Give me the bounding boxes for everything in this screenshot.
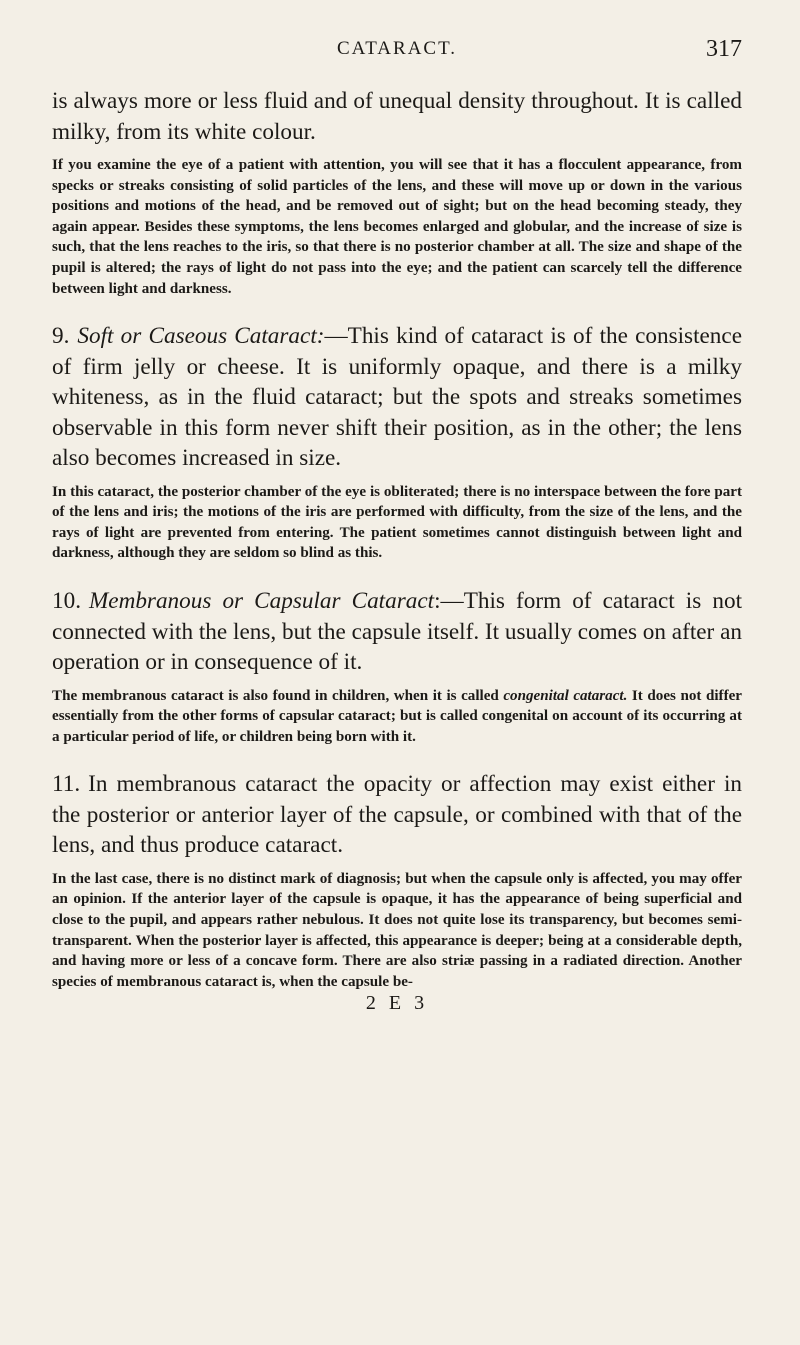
section-10-membranous-cataract bbox=[52, 586, 742, 678]
section-number: 10. bbox=[52, 588, 81, 615]
section-text: In membranous cataract the opacity or affection may exist either in the posterior or anterior layer of the capsule, or combined with that of the lens, and thus produce cataract. bbox=[52, 771, 742, 859]
paragraph-fluid-cataract-end: is always more or less fluid and of unequal density throughout. It is called milky, from its white colour. bbox=[52, 88, 742, 145]
running-title: CATARACT. bbox=[336, 38, 458, 59]
paragraph-diagnosis-note: In the last case, there is no distinct mark of diagnosis; but when the capsule only is affected, you may offer an opinion. If the anterior layer of the capsule is opaque, it has the appearance of being superficial and close to the pupil, and appears rather nebulous. It does not quite lose its transparency, but becomes semi-transparent. When the posterior layer is affected, this appearance is deeper; being at a considerable depth, and having more or less of a concave form. There are also striæ passing in a radiated direction. Another species of membranous cataract is, when the capsule be- bbox=[52, 870, 742, 990]
running-head bbox=[52, 38, 742, 82]
paragraph-flocculent-note: If you examine the eye of a patient with attention, you will see that it has a flocculent appearance, from specks or streaks consisting of solid particles of the lens, and these will move up or down in the various positions and motions of the head, and be removed out of sight; but on the head becoming steady, they again appear. Besides these symptoms, the lens becomes enlarged and globular, and the increase of size is such, that the lens reaches to the iris, so that there is no posterior chamber at all. The size and shape of the pupil is altered; the rays of light do not pass into the eye; and the patient can scarcely tell the difference between light and darkness. bbox=[52, 157, 742, 297]
paragraph-posterior-chamber-note: In this cataract, the posterior chamber of the eye is obliterated; there is no interspace between the fore part of the lens and iris; the motions of the iris are performed with difficulty, from the size of the lens, and the rays of light are prevented from entering. The patient sometimes cannot distinguish between light and darkness, although they are seldom so blind as this. bbox=[52, 483, 742, 562]
page-number: 317 bbox=[706, 36, 742, 62]
section-heading: Membranous or Capsular Cataract bbox=[88, 588, 435, 615]
paragraph-congenital-note bbox=[52, 686, 742, 748]
note-text: The membranous cataract is also found in children, when it is called bbox=[52, 687, 504, 704]
note-text: It does not differ essentially from the other forms of capsular cataract; but is called congenital on account of its occurring at a particular period of life, or children being born with it. bbox=[52, 687, 742, 745]
section-number: 9. bbox=[52, 323, 70, 350]
section-11-membranous-opacity bbox=[52, 769, 742, 861]
section-text: —This kind of cataract is of the consistence of firm jelly or cheese. It is uniformly opaque, and there is a milky whiteness, as in the fluid cataract; but the spots and streaks sometimes observable in this form never shift their position, as in the other; the lens also becomes increased in size. bbox=[52, 323, 742, 472]
section-number: 11. bbox=[52, 771, 81, 798]
signature-mark: 2 E 3 bbox=[365, 992, 429, 1015]
section-text: :—This form of cataract is not connected with the lens, but the capsule itself. It usually comes on after an operation or in consequence of it. bbox=[52, 588, 743, 676]
section-9-soft-cataract bbox=[52, 321, 742, 474]
book-page bbox=[52, 0, 742, 1345]
section-heading: Soft or Caseous Cataract: bbox=[77, 323, 325, 350]
note-italic: congenital cataract. bbox=[503, 687, 628, 704]
